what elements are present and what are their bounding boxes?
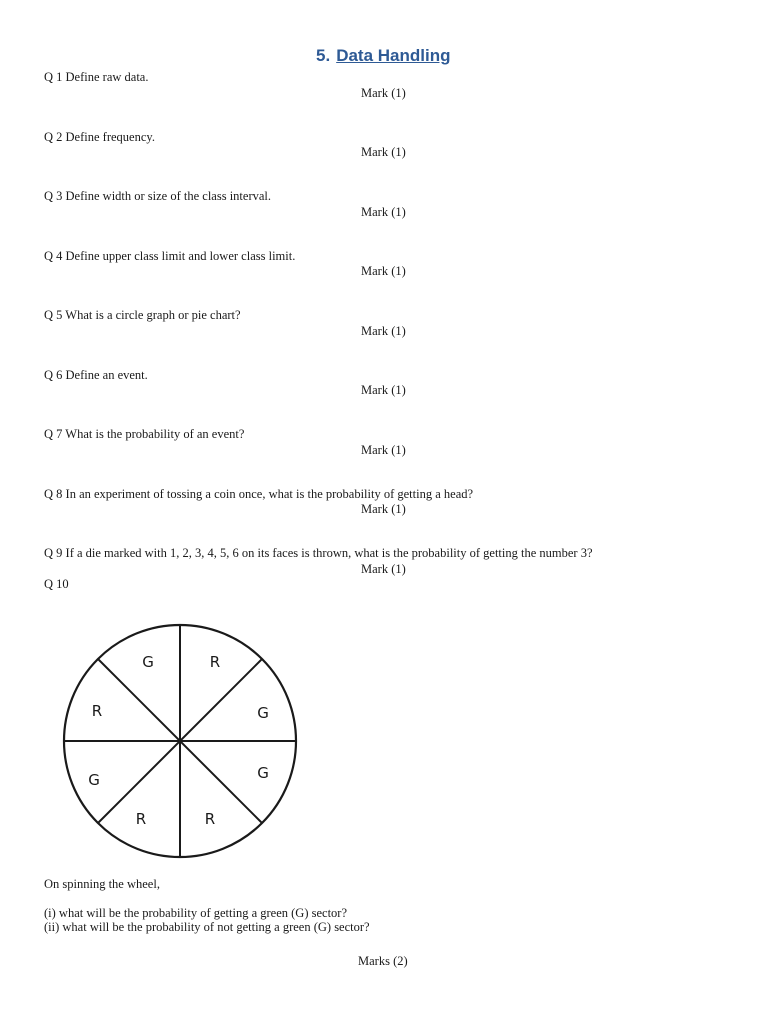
question-8: Q 8 In an experiment of tossing a coin once, what is the probability of getting a head? bbox=[44, 487, 474, 501]
question-5-mark: Mark (1) bbox=[361, 324, 406, 338]
sector-label: R bbox=[209, 653, 221, 671]
question-6: Q 6 Define an event. bbox=[44, 368, 148, 382]
sector-label: R bbox=[204, 810, 216, 828]
question-3-mark: Mark (1) bbox=[361, 205, 406, 219]
question-10-part-ii: (ii) what will be the probability of not getting a green (G) sector? bbox=[44, 920, 370, 934]
sector-label: G bbox=[257, 704, 269, 722]
sector-label: R bbox=[91, 702, 103, 720]
question-7-mark: Mark (1) bbox=[361, 443, 406, 457]
page-title bbox=[316, 46, 450, 66]
question-5: Q 5 What is a circle graph or pie chart? bbox=[44, 308, 241, 322]
question-2: Q 2 Define frequency. bbox=[44, 130, 155, 144]
question-10-label: Q 10 bbox=[44, 577, 69, 591]
question-10-intro: On spinning the wheel, bbox=[44, 877, 160, 891]
question-9: Q 9 If a die marked with 1, 2, 3, 4, 5, 6 on its faces is thrown, what is the probability of getting the number 3? bbox=[44, 546, 593, 560]
question-6-mark: Mark (1) bbox=[361, 383, 406, 397]
sector-label: R bbox=[135, 810, 147, 828]
sector-label: G bbox=[142, 653, 154, 671]
question-9-mark: Mark (1) bbox=[361, 562, 406, 576]
question-4: Q 4 Define upper class limit and lower class limit. bbox=[44, 249, 296, 263]
question-7: Q 7 What is the probability of an event? bbox=[44, 427, 245, 441]
sector-label: G bbox=[257, 764, 269, 782]
question-3: Q 3 Define width or size of the class interval. bbox=[44, 189, 272, 203]
question-10-marks: Marks (2) bbox=[358, 954, 408, 968]
question-8-mark: Mark (1) bbox=[361, 502, 406, 516]
question-4-mark: Mark (1) bbox=[361, 264, 406, 278]
spinner-wheel bbox=[56, 614, 304, 870]
question-1: Q 1 Define raw data. bbox=[44, 70, 149, 84]
sector-label: G bbox=[88, 771, 100, 789]
chapter-title: Data Handling bbox=[336, 46, 451, 65]
chapter-number: 5. bbox=[316, 46, 331, 65]
question-1-mark: Mark (1) bbox=[361, 86, 406, 100]
question-2-mark: Mark (1) bbox=[361, 145, 406, 159]
question-10-part-i: (i) what will be the probability of getting a green (G) sector? bbox=[44, 906, 348, 920]
